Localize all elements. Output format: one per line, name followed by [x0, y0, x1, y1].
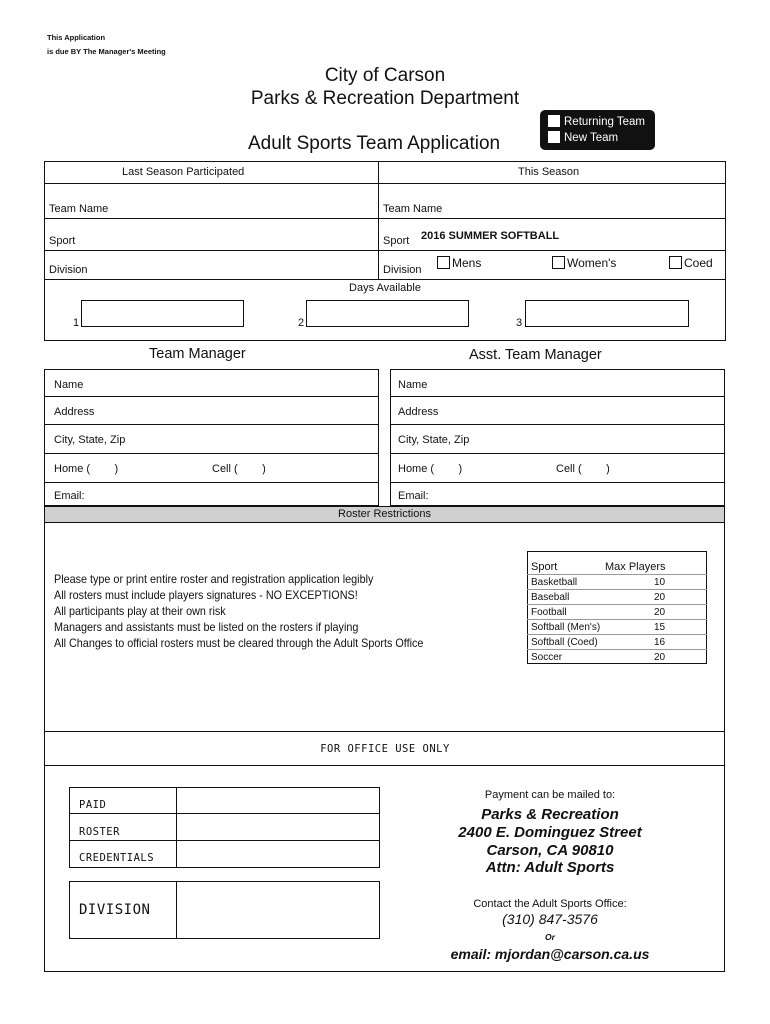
payment-address-line3: Carson, CA 90810 [486, 842, 614, 859]
mens-label: Mens [452, 256, 482, 270]
this-division-label: Division [383, 264, 422, 276]
table-row-max: 20 [654, 652, 666, 663]
coed-checkbox[interactable] [669, 256, 682, 269]
department-title: Parks & Recreation Department [250, 88, 520, 109]
contact-email[interactable]: email: mjordan@carson.ca.us [450, 946, 650, 962]
table-row-sport: Softball (Men's) [531, 622, 601, 633]
roster-rule: All participants play at their own risk [54, 604, 226, 618]
last-division-field[interactable]: Division [49, 264, 88, 276]
day-3-field[interactable] [525, 300, 689, 327]
new-team-label: New Team [564, 132, 619, 144]
this-sport-label: Sport [383, 235, 410, 247]
table-row-max: 20 [654, 592, 666, 603]
manager-home-phone-field[interactable]: Home ( ) [54, 463, 119, 475]
table-row-max: 15 [654, 622, 666, 633]
due-note-line2: is due BY The Manager's Meeting [47, 47, 166, 56]
table-row-sport: Football [531, 607, 567, 618]
day-number-2: 2 [298, 317, 305, 329]
due-note-line1: This Application [47, 33, 106, 42]
manager-address-field[interactable]: Address [54, 406, 95, 418]
table-row-max: 16 [654, 637, 666, 648]
form-title: Adult Sports Team Application [248, 133, 501, 154]
coed-label: Coed [684, 256, 713, 270]
asst-email-field[interactable]: Email: [398, 490, 429, 502]
new-team-checkbox[interactable] [548, 131, 560, 143]
city-title: City of Carson [324, 65, 446, 86]
table-row-sport: Soccer [531, 652, 563, 663]
roster-rule: All Changes to official rosters must be cleared through the Adult Sports Office [54, 636, 424, 650]
table-header-sport: Sport [531, 561, 558, 573]
roster-rules [54, 571, 477, 651]
contact-label: Contact the Adult Sports Office: [473, 898, 627, 910]
asst-address-field[interactable]: Address [398, 406, 439, 418]
office-paid-label: PAID [79, 799, 107, 811]
contact-or: Or [545, 932, 555, 942]
table-row-max: 20 [654, 607, 666, 618]
asst-home-phone-field[interactable]: Home ( ) [398, 463, 463, 475]
office-roster-label: ROSTER [79, 826, 120, 838]
new-team-option[interactable] [548, 130, 655, 146]
manager-name-field[interactable]: Name [54, 379, 84, 391]
table-row-max: 10 [654, 577, 666, 588]
office-credentials-label: CREDENTIALS [79, 852, 155, 864]
table-row-sport: Softball (Coed) [531, 637, 598, 648]
table-header-max: Max Players [605, 561, 666, 573]
contact-phone: (310) 847-3576 [502, 911, 598, 927]
days-available-label: Days Available [349, 282, 421, 294]
roster-restrictions-header: Roster Restrictions [45, 507, 724, 523]
asst-manager-heading: Asst. Team Manager [469, 347, 602, 363]
returning-team-option[interactable] [548, 114, 655, 130]
day-number-1: 1 [73, 317, 80, 329]
payment-address-line1: Parks & Recreation [481, 806, 619, 823]
team-type-badge [540, 110, 655, 150]
team-manager-heading: Team Manager [149, 346, 246, 362]
office-division-label: DIVISION [79, 902, 151, 918]
asst-cell-phone-field[interactable]: Cell ( ) [556, 463, 610, 475]
roster-rule: Please type or print entire roster and registration application legibly [54, 572, 374, 586]
asst-city-field[interactable]: City, State, Zip [398, 434, 470, 446]
this-sport-value[interactable]: 2016 SUMMER SOFTBALL [421, 230, 560, 242]
day-2-field[interactable] [306, 300, 469, 327]
mens-checkbox[interactable] [437, 256, 450, 269]
office-credentials-field[interactable] [177, 841, 379, 867]
office-roster-field[interactable] [177, 814, 379, 840]
division-womens-option[interactable] [552, 256, 616, 270]
day-1-field[interactable] [81, 300, 244, 327]
office-use-header: FOR OFFICE USE ONLY [320, 743, 450, 755]
manager-email-field[interactable]: Email: [54, 490, 85, 502]
roster-rule: All rosters must include players signatures - NO EXCEPTIONS! [54, 588, 358, 602]
table-row-sport: Basketball [531, 577, 578, 588]
roster-rule: Managers and assistants must be listed on the rosters if playing [54, 620, 359, 634]
office-paid-field[interactable] [177, 788, 379, 813]
manager-cell-phone-field[interactable]: Cell ( ) [212, 463, 266, 475]
manager-city-field[interactable]: City, State, Zip [54, 434, 126, 446]
returning-team-label: Returning Team [564, 116, 645, 128]
womens-checkbox[interactable] [552, 256, 565, 269]
office-division-field[interactable] [177, 882, 379, 938]
returning-team-checkbox[interactable] [548, 115, 560, 127]
payment-intro: Payment can be mailed to: [484, 789, 616, 801]
this-team-name-field[interactable]: Team Name [383, 203, 443, 215]
womens-label: Women's [567, 256, 617, 270]
division-coed-option[interactable] [669, 256, 713, 270]
day-number-3: 3 [516, 317, 523, 329]
table-row-sport: Baseball [531, 592, 570, 603]
payment-address-line4: Attn: Adult Sports [485, 859, 615, 876]
last-season-header: Last Season Participated [122, 166, 245, 178]
last-team-name-field[interactable]: Team Name [49, 203, 109, 215]
asst-name-field[interactable]: Name [398, 379, 428, 391]
division-mens-option[interactable] [437, 256, 481, 270]
payment-address-line2: 2400 E. Dominguez Street [458, 824, 642, 841]
this-season-header: This Season [518, 166, 580, 178]
last-sport-field[interactable]: Sport [49, 235, 76, 247]
